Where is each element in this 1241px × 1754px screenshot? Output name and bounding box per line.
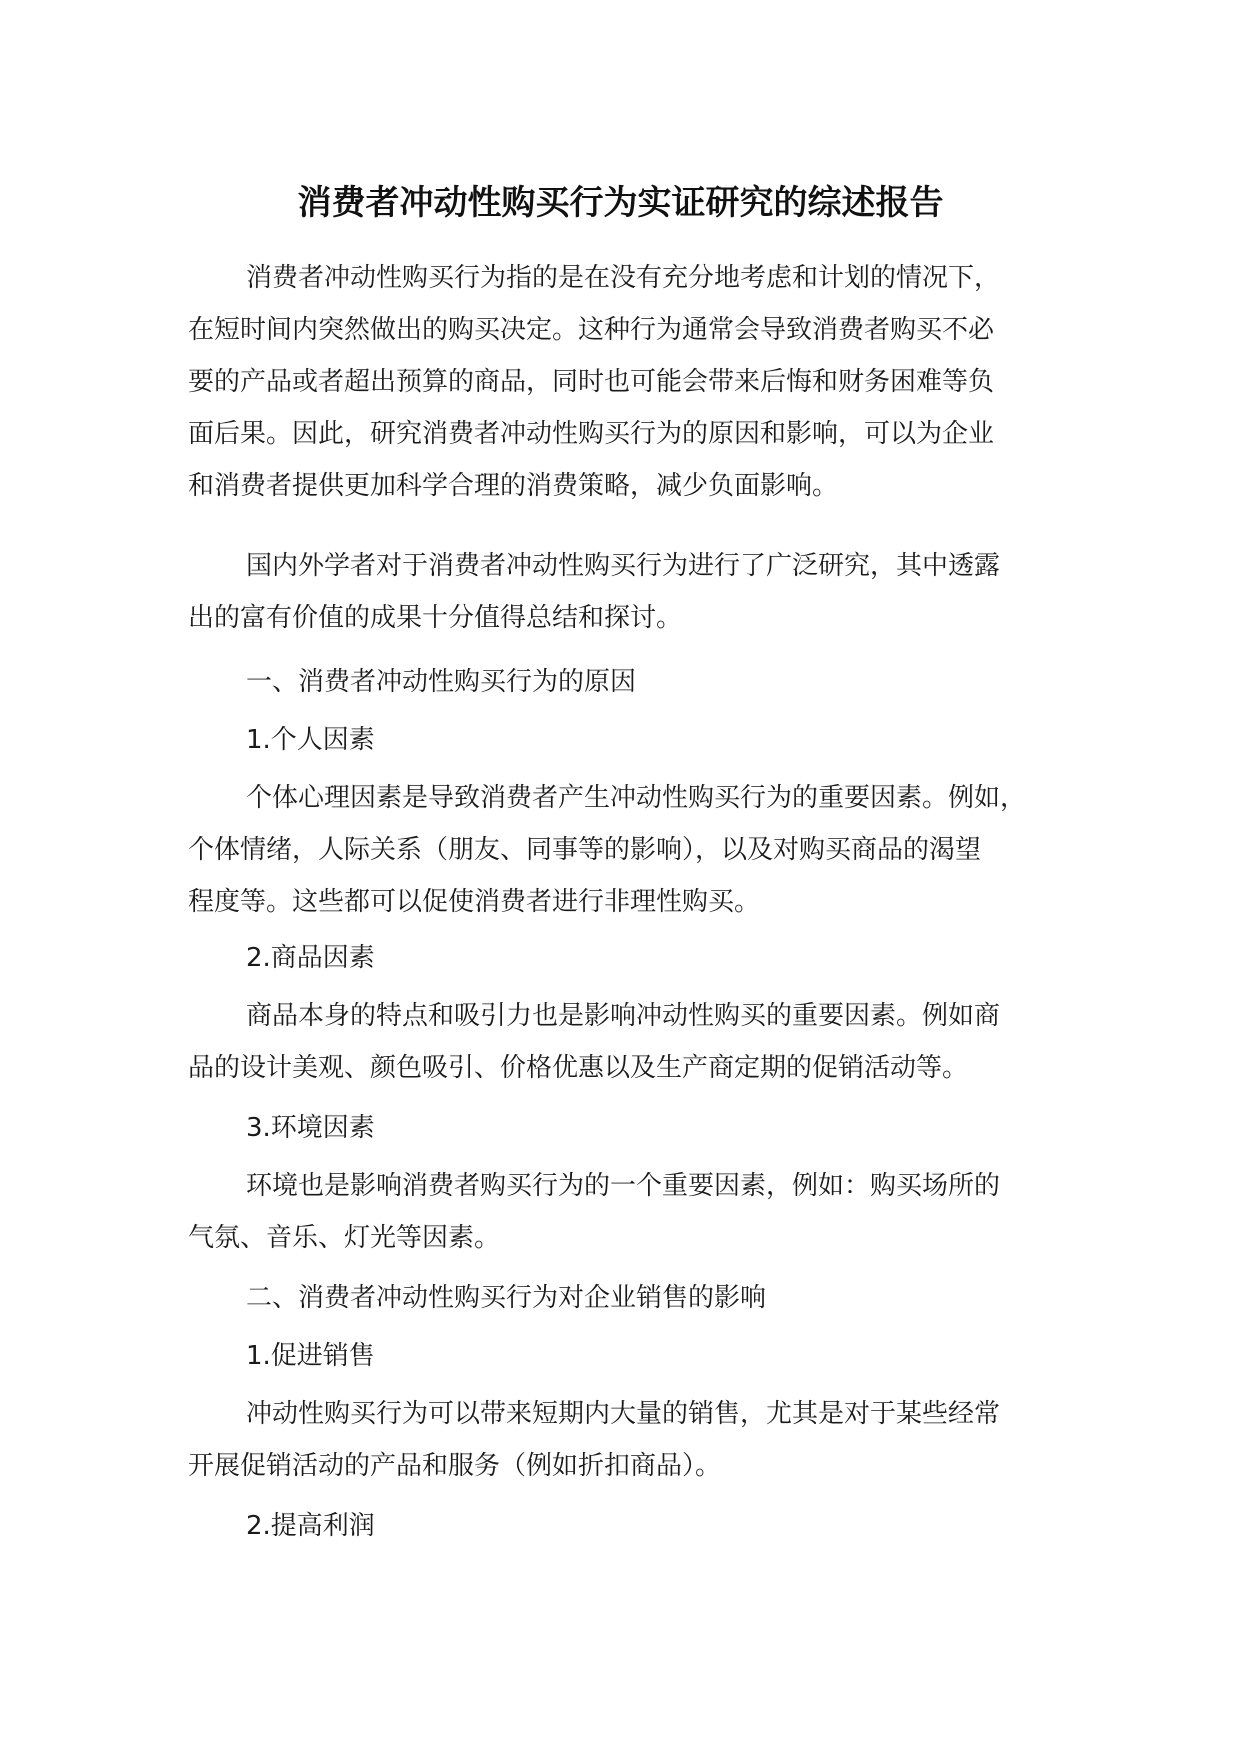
paragraph-line: 程度等。这些都可以促使消费者进行非理性购买。 [188,887,761,917]
paragraph-line: 面后果。因此，研究消费者冲动性购买行为的原因和影响，可以为企业 [188,419,995,449]
section-heading-impact: 二、消费者冲动性购买行为对企业销售的影响 [246,1283,767,1313]
subheading-promote-sales: 1.促进销售 [246,1341,375,1371]
paragraph-line: 品的设计美观、颜色吸引、价格优惠以及生产商定期的促销活动等。 [188,1053,969,1083]
subheading-increase-profit: 2.提高利润 [246,1511,375,1541]
paragraph-line: 国内外学者对于消费者冲动性购买行为进行了广泛研究，其中透露 [246,551,1001,581]
paragraph-line: 环境也是影响消费者购买行为的一个重要因素，例如：购买场所的 [246,1171,1001,1201]
section-heading-causes: 一、消费者冲动性购买行为的原因 [246,667,637,697]
document-title: 消费者冲动性购买行为实证研究的综述报告 [297,183,944,223]
paragraph-research [188,540,1088,644]
paragraph-intro [188,252,1088,512]
paragraph-line: 开展促销活动的产品和服务（例如折扣商品）。 [188,1451,722,1481]
paragraph-line: 要的产品或者超出预算的商品，同时也可能会带来后悔和财务困难等负 [188,367,995,397]
paragraph-line: 个体情绪，人际关系（朋友、同事等的影响），以及对购买商品的渴望 [188,835,982,865]
paragraph-line: 商品本身的特点和吸引力也是影响冲动性购买的重要因素。例如商 [246,1001,1001,1031]
paragraph-line: 在短时间内突然做出的购买决定。这种行为通常会导致消费者购买不必 [188,315,995,345]
paragraph-line: 和消费者提供更加科学合理的消费策略，减少负面影响。 [188,471,839,501]
subheading-environment-factors: 3.环境因素 [246,1113,375,1143]
paragraph-line: 冲动性购买行为可以带来短期内大量的销售，尤其是对于某些经常 [246,1399,1001,1429]
paragraph-line: 个体心理因素是导致消费者产生冲动性购买行为的重要因素。例如， [246,783,1027,813]
paragraph-product-factors [188,990,1088,1094]
paragraph-line: 气氛、音乐、灯光等因素。 [188,1223,501,1253]
paragraph-promote-sales [188,1388,1088,1492]
paragraph-environment-factors [188,1160,1088,1264]
subheading-product-factors: 2.商品因素 [246,943,375,973]
subheading-personal-factors: 1.个人因素 [246,725,375,755]
paragraph-line: 出的富有价值的成果十分值得总结和探讨。 [188,603,683,633]
paragraph-line: 消费者冲动性购买行为指的是在没有充分地考虑和计划的情况下， [246,263,1001,293]
paragraph-personal-factors [188,772,1088,928]
